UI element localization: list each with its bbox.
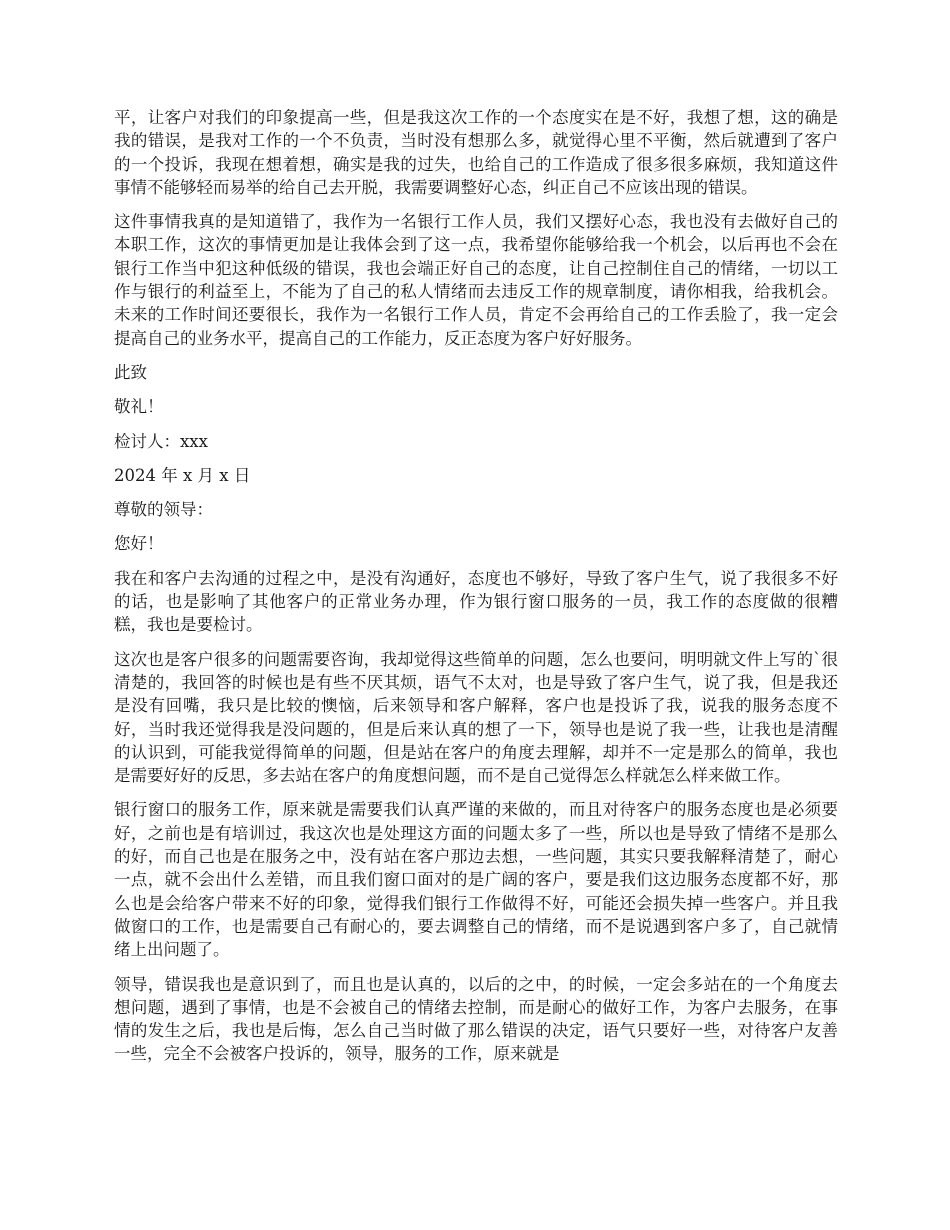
paragraph-5: 银行窗口的服务工作，原来就是需要我们认真严谨的来做的，而且对待客户的服务态度也是必须要好，之前也是有培训过，我这次也是处理这方面的问题太多了一些，所以也是导致了情绪不是那么的好，而自己也是在服务之中，没有站在客户那边去想，一些问题，其实只要我解释清楚了，耐心一点，就不会出什么差错，而且我们窗口面对的是广阔的客户，要是我们这边服务态度都不好，那么也是会给客户带来不好的印象，觉得我们银行工作做得不好，可能还会损失掉一些客户。并且我做窗口的工作，也是需要自己有耐心的，要去调整自己的情绪，而不是说遇到客户多了，自己就情绪上出问题了。 — [114, 800, 838, 960]
greeting-hello: 您好！ — [114, 534, 164, 554]
greeting-addressee: 尊敬的领导： — [114, 500, 213, 520]
paragraph-2: 这件事情我真的是知道错了，我作为一名银行工作人员，我们又摆好心态，我也没有去做好自己的本职工作，这次的事情更加是让我体会到了这一点，我希望你能够给我一个机会，以后再也不会在银行工作当中犯这种低级的错误，我也会端正好自己的态度，让自己控制住自己的情绪，一切以工作与银行的利益至上，不能为了自己的私人情绪而去违反工作的规章制度，请你相我，给我机会。未来的工作时间还要很长，我作为一名银行工作人员，肯定不会再给自己的工作丢脸了，我一定会提高自己的业务水平，提高自己的工作能力，反正态度为客户好好服务。 — [114, 212, 838, 348]
closing-salutation: 此致 — [114, 362, 147, 382]
date-line: 2024 年 x 月 x 日 — [114, 465, 251, 485]
paragraph-6: 领导，错误我也是意识到了，而且也是认真的，以后的之中，的时候，一定会多站在的一个角度去想问题，遇到了事情，也是不会被自己的情绪去控制，而是耐心的做好工作，为客户去服务，在事情的发生之后，我也是后悔，怎么自己当时做了那么错误的决定，语气只要好一些，对待客户友善一些，完全不会被客户投诉的，领导，服务的工作，原来就是 — [114, 974, 838, 1064]
document-page — [114, 106, 838, 1077]
paragraph-4: 这次也是客户很多的问题需要咨询，我却觉得这些简单的问题，怎么也要问，明明就文件上写的`很清楚的，我回答的时候也是有些不厌其烦，语气不太对，也是导致了客户生气，说了我，但是我还是没有回嘴，我只是比较的懊恼，后来领导和客户解释，客户也是投诉了我，说我的服务态度不好，当时我还觉得我是没问题的，但是后来认真的想了一下，领导也是说了我一些，让我也是清醒的认识到，可能我觉得简单的问题，但是站在客户的角度去理解，却并不一定是那么的简单，我也是需要好好的反思，多去站在客户的角度想问题，而不是自己觉得怎么样就怎么样来做工作。 — [114, 649, 838, 786]
signature-line: 检讨人：xxx — [114, 431, 208, 451]
paragraph-1: 平，让客户对我们的印象提高一些，但是我这次工作的一个态度实在是不好，我想了想，这的确是我的错误，是我对工作的一个不负责，当时没有想那么多，就觉得心里不平衡，然后就遭到了客户的一个投诉，我现在想着想，确实是我的过失，也给自己的工作造成了很多很多麻烦，我知道这件事情不能够轻而易举的给自己去开脱，我需要调整好心态，纠正自己不应该出现的错误。 — [114, 108, 838, 197]
closing-regards: 敬礼！ — [114, 397, 164, 417]
paragraph-3: 我在和客户去沟通的过程之中，是没有沟通好，态度也不够好，导致了客户生气，说了我很多不好的话，也是影响了其他客户的正常业务办理，作为银行窗口服务的一员，我工作的态度做的很糟糕，我也是要检讨。 — [114, 568, 838, 635]
